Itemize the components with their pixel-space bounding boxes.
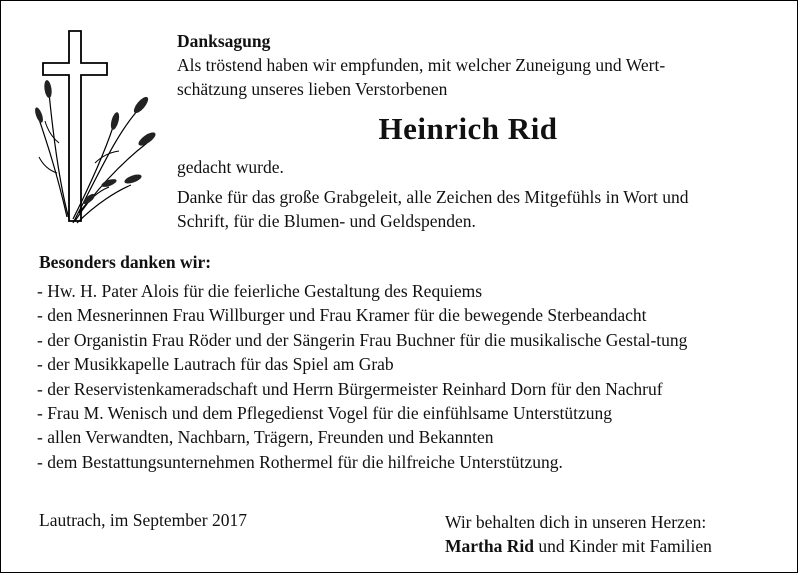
heading: Danksagung bbox=[177, 31, 271, 51]
signers bbox=[445, 534, 712, 558]
place-date: Lautrach, im September 2017 bbox=[39, 510, 247, 530]
list-item: - der Organistin Frau Röder und der Sängerin Frau Buchner für die musikalische Gestal-tung bbox=[37, 329, 688, 350]
remembered-line: gedacht wurde. bbox=[177, 157, 284, 177]
list-item: - Hw. H. Pater Alois für die feierliche Gestaltung des Requiems bbox=[37, 281, 483, 301]
intro-line-2: schätzung unseres lieben Verstorbenen bbox=[177, 79, 448, 99]
special-thanks-list bbox=[37, 279, 767, 474]
intro-line-1: Als tröstend haben wir empfunden, mit welcher Zuneigung und Wert- bbox=[177, 55, 666, 75]
list-item: - Frau M. Wenisch und dem Pflegedienst Vogel für die einfühlsame Unterstützung bbox=[37, 403, 613, 424]
signature-block bbox=[445, 510, 712, 558]
list-item: - dem Bestattungsunternehmen Rothermel für die hilfreiche Unterstützung. bbox=[37, 451, 563, 472]
list-item: - der Reservistenkameradschaft und Herrn Bürgermeister Reinhard Dorn für den Nachruf bbox=[37, 378, 663, 399]
thanks-line-2: Schrift, für die Blumen- und Geldspenden. bbox=[177, 211, 476, 231]
intro-text bbox=[177, 29, 777, 101]
special-thanks-title: Besonders danken wir: bbox=[39, 252, 212, 272]
thanks-line-1: Danke für das große Grabgeleit, alle Zeichen des Mitgefühls in Wort und bbox=[177, 187, 689, 207]
closing-line: Wir behalten dich in unseren Herzen: bbox=[445, 512, 707, 532]
list-item: - allen Verwandten, Nachbarn, Trägern, Freunden und Bekannten bbox=[37, 427, 494, 448]
signer-name: Martha Rid bbox=[445, 536, 534, 556]
list-item: - der Musikkapelle Lautrach für das Spiel am Grab bbox=[37, 354, 394, 375]
deceased-name: Heinrich Rid bbox=[378, 111, 558, 146]
signer-rest: und Kinder mit Familien bbox=[533, 536, 712, 556]
thanks-paragraph bbox=[177, 155, 777, 233]
list-item: - den Mesnerinnen Frau Willburger und Frau Kramer für die bewegende Sterbeandacht bbox=[37, 305, 647, 326]
cross-with-wheat-icon bbox=[29, 23, 159, 233]
